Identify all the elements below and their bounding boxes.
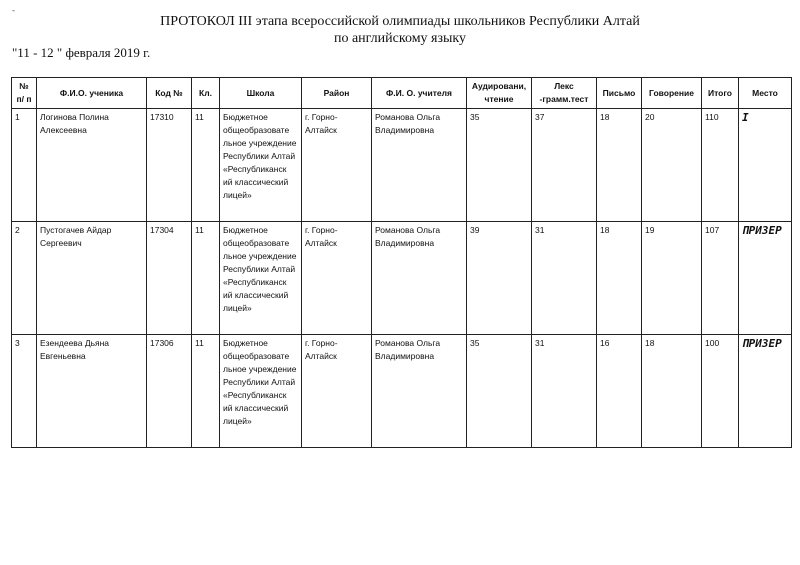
cell-speaking: 18	[642, 335, 702, 448]
cell-code: 17310	[147, 109, 192, 222]
table-header-row	[12, 78, 792, 109]
cell-fio: Логинова Полина Алексеевна	[37, 109, 147, 222]
document-date: "11 - 12 " февраля 2019 г.	[12, 45, 151, 60]
cell-listening: 35	[467, 335, 532, 448]
col-speaking: Говорение	[642, 78, 702, 109]
col-listening: Аудировани, чтение	[467, 78, 532, 109]
cell-place: I	[739, 109, 792, 222]
col-teacher: Ф.И. О. учителя	[372, 78, 467, 109]
cell-total: 107	[702, 222, 739, 335]
cell-speaking: 20	[642, 109, 702, 222]
cell-lexgram: 37	[532, 109, 597, 222]
title-line-2: по английскому языку	[333, 31, 467, 46]
cell-class: 11	[192, 109, 220, 222]
cell-teacher: Романова Ольга Владимировна	[372, 222, 467, 335]
cell-teacher: Романова Ольга Владимировна	[372, 335, 467, 448]
col-writing: Письмо	[597, 78, 642, 109]
cell-num: 3	[12, 335, 37, 448]
cell-listening: 39	[467, 222, 532, 335]
cell-num: 2	[12, 222, 37, 335]
cell-school: Бюджетное общеобразовате льное учреждение Республики Алтай «Республиканск ий классический лицей»	[220, 109, 302, 222]
col-lexgram: Лекс -грамм.тест	[532, 78, 597, 109]
cell-writing: 18	[597, 222, 642, 335]
cell-writing: 18	[597, 109, 642, 222]
cell-fio: Езендеева Дьяна Евгеньевна	[37, 335, 147, 448]
cell-fio: Пустогачев Айдар Сергеевич	[37, 222, 147, 335]
table-row	[12, 335, 792, 448]
cell-district: г. Горно-Алтайск	[302, 109, 372, 222]
cell-class: 11	[192, 222, 220, 335]
cell-place: ПРИЗЕР	[739, 335, 792, 448]
cell-class: 11	[192, 335, 220, 448]
corner-mark: -	[12, 5, 15, 15]
cell-code: 17304	[147, 222, 192, 335]
col-fio: Ф.И.О. ученика	[37, 78, 147, 109]
cell-total: 110	[702, 109, 739, 222]
cell-listening: 35	[467, 109, 532, 222]
cell-place: ПРИЗЕР	[739, 222, 792, 335]
results-table	[11, 77, 792, 448]
col-num: № п/ п	[12, 78, 37, 109]
col-district: Район	[302, 78, 372, 109]
col-class: Кл.	[192, 78, 220, 109]
cell-district: г. Горно-Алтайск	[302, 222, 372, 335]
col-code: Код №	[147, 78, 192, 109]
cell-num: 1	[12, 109, 37, 222]
col-total: Итого	[702, 78, 739, 109]
cell-code: 17306	[147, 335, 192, 448]
table-row	[12, 222, 792, 335]
cell-district: г. Горно-Алтайск	[302, 335, 372, 448]
cell-lexgram: 31	[532, 335, 597, 448]
col-school: Школа	[220, 78, 302, 109]
cell-lexgram: 31	[532, 222, 597, 335]
document-title	[0, 13, 800, 47]
cell-teacher: Романова Ольга Владимировна	[372, 109, 467, 222]
cell-school: Бюджетное общеобразовате льное учреждение Республики Алтай «Республиканск ий классический лицей»	[220, 222, 302, 335]
table-row	[12, 109, 792, 222]
cell-speaking: 19	[642, 222, 702, 335]
cell-writing: 16	[597, 335, 642, 448]
title-line-1: ПРОТОКОЛ III этапа всероссийской олимпиады школьников Республики Алтай	[160, 14, 640, 29]
cell-school: Бюджетное общеобразовате льное учреждение Республики Алтай «Республиканск ий классический лицей»	[220, 335, 302, 448]
col-place: Место	[739, 78, 792, 109]
cell-total: 100	[702, 335, 739, 448]
